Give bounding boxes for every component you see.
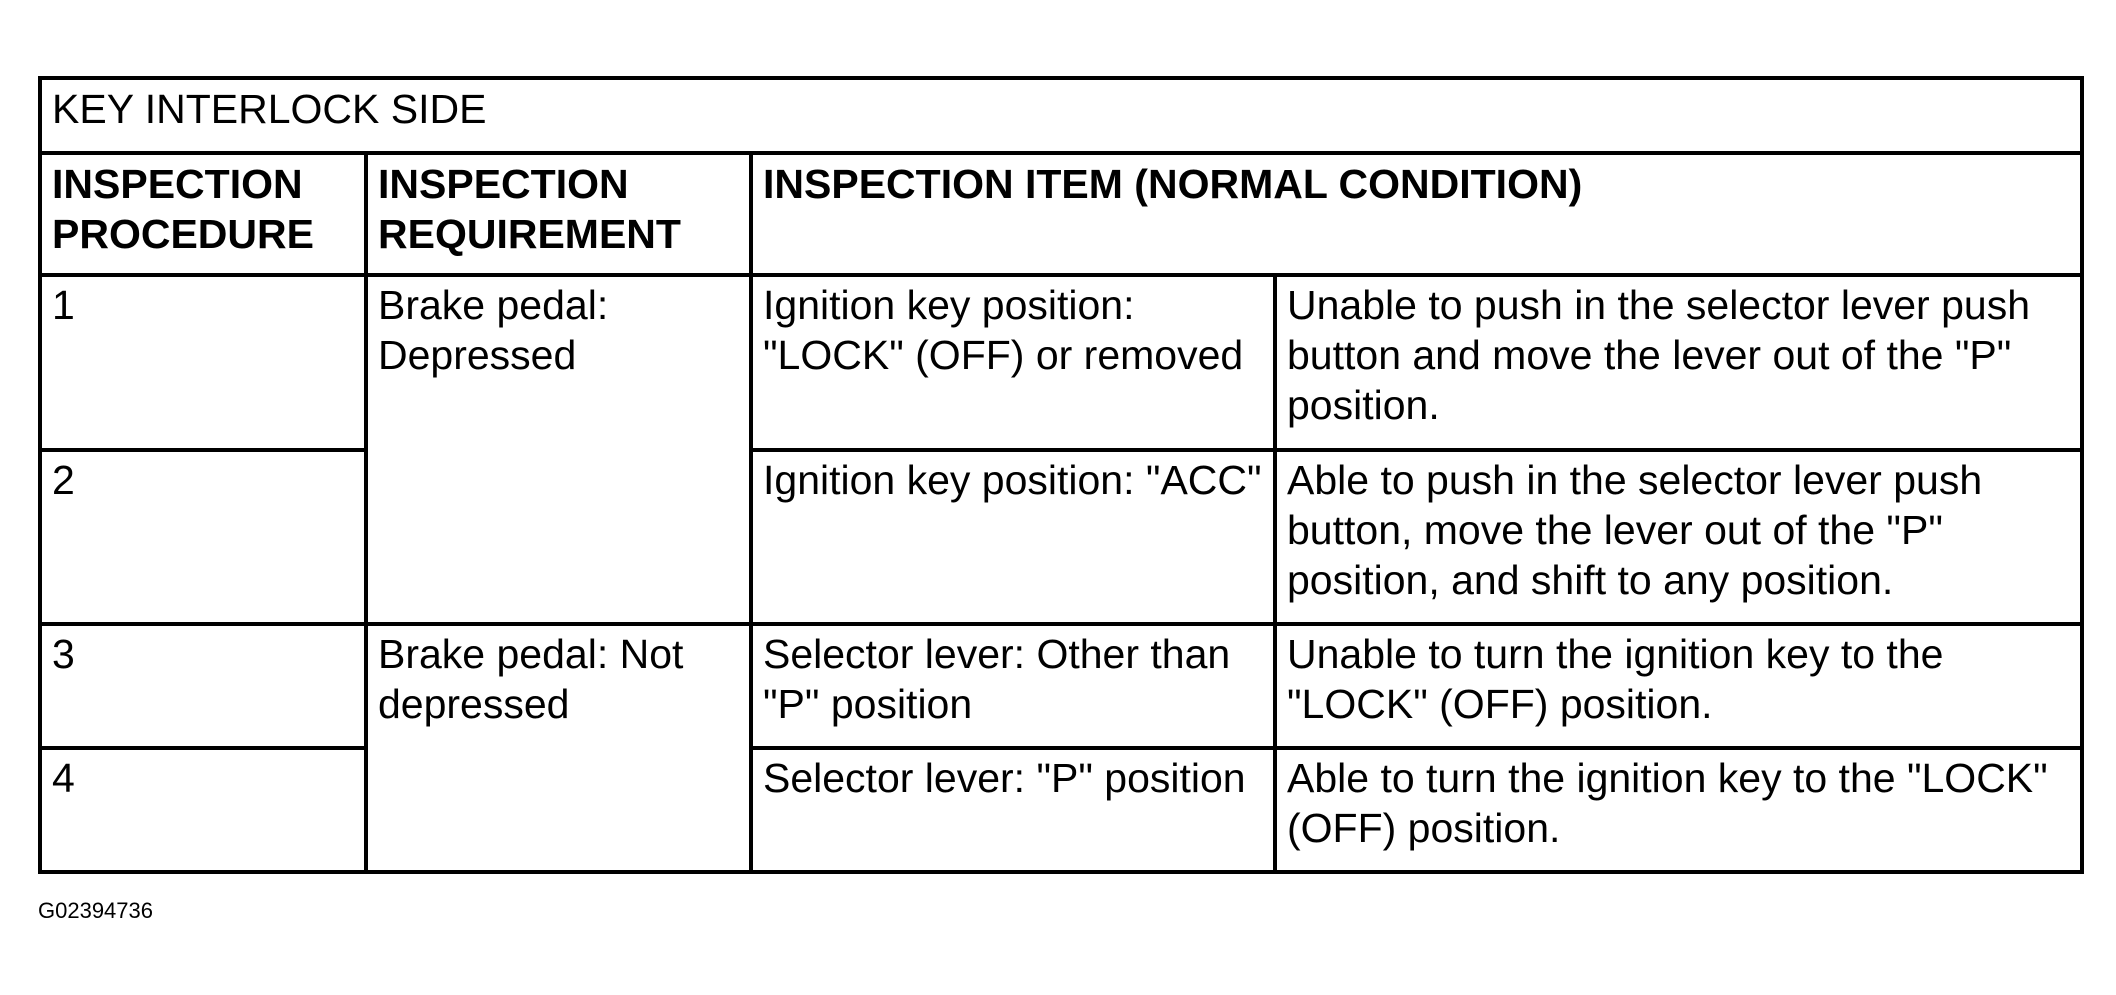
inspection-requirement: Brake pedal: Not depressed <box>366 624 751 872</box>
inspection-item: Ignition key position: "LOCK" (OFF) or removed <box>751 275 1275 450</box>
normal-condition: Able to turn the ignition key to the "LOCK" (OFF) position. <box>1275 748 2082 872</box>
procedure-number: 2 <box>40 450 366 624</box>
procedure-number: 3 <box>40 624 366 748</box>
normal-condition: Able to push in the selector lever push button, move the lever out of the "P" position, and shift to any position. <box>1275 450 2082 624</box>
inspection-requirement: Brake pedal: Depressed <box>366 275 751 624</box>
table-header-row <box>40 153 2082 275</box>
normal-condition: Unable to turn the ignition key to the "LOCK" (OFF) position. <box>1275 624 2082 748</box>
inspection-item: Selector lever: Other than "P" position <box>751 624 1275 748</box>
header-inspection-procedure: INSPECTION PROCEDURE <box>40 153 366 275</box>
table-row <box>40 748 2082 872</box>
procedure-number: 1 <box>40 275 366 450</box>
table-row <box>40 624 2082 748</box>
inspection-item: Selector lever: "P" position <box>751 748 1275 872</box>
header-inspection-item: INSPECTION ITEM (NORMAL CONDITION) <box>751 153 2082 275</box>
figure-id: G02394736 <box>38 898 153 923</box>
table-row <box>40 275 2082 450</box>
normal-condition: Unable to push in the selector lever push button and move the lever out of the "P" position. <box>1275 275 2082 450</box>
table-title-row <box>40 78 2082 153</box>
table-title: KEY INTERLOCK SIDE <box>40 78 2082 153</box>
key-interlock-inspection-table <box>38 76 2084 874</box>
header-inspection-requirement: INSPECTION REQUIREMENT <box>366 153 751 275</box>
procedure-number: 4 <box>40 748 366 872</box>
table-row <box>40 450 2082 624</box>
inspection-item: Ignition key position: "ACC" <box>751 450 1275 624</box>
